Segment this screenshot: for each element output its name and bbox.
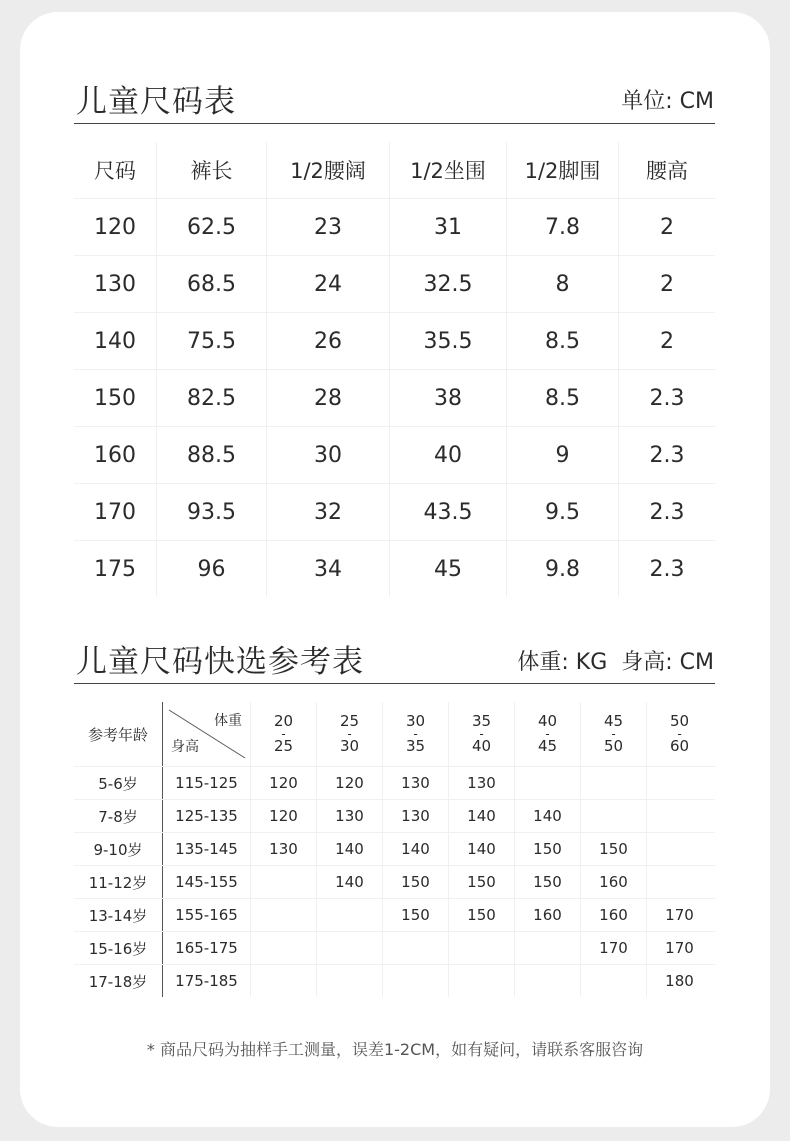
size-table-header-row bbox=[74, 142, 715, 199]
size-cell: 130 bbox=[448, 767, 514, 799]
size-cell: 140 bbox=[514, 800, 580, 832]
weight-from: 40 bbox=[537, 712, 558, 730]
size-cell: 120 bbox=[250, 767, 316, 799]
size-table-cell: 160 bbox=[94, 442, 136, 468]
size-table-row bbox=[74, 541, 715, 597]
weight-range-header bbox=[580, 702, 646, 766]
size-table-header-cell: 1/2脚围 bbox=[506, 142, 618, 198]
size-table-cell: 7.8 bbox=[506, 199, 618, 255]
size-table-cell: 88.5 bbox=[156, 427, 266, 483]
weight-sep: - bbox=[281, 727, 286, 741]
age-cell: 15-16岁 bbox=[88, 939, 148, 958]
quick-table-row bbox=[74, 932, 715, 965]
size-table-cell: 9.5 bbox=[506, 484, 618, 540]
age-cell: 5-6岁 bbox=[98, 774, 138, 793]
size-cell bbox=[250, 866, 316, 898]
size-cell bbox=[646, 800, 712, 832]
size-cell bbox=[580, 800, 646, 832]
weight-to: 30 bbox=[339, 737, 360, 755]
size-cell: 130 bbox=[316, 800, 382, 832]
size-table-row bbox=[74, 256, 715, 313]
weight-to: 50 bbox=[603, 737, 624, 755]
size-cell bbox=[382, 965, 448, 997]
weight-to: 25 bbox=[273, 737, 294, 755]
size-table-cell: 45 bbox=[389, 541, 506, 597]
weight-from: 30 bbox=[405, 712, 426, 730]
size-table-row bbox=[74, 199, 715, 256]
weight-from: 20 bbox=[273, 712, 294, 730]
size-cell: 120 bbox=[316, 767, 382, 799]
weight-range-header bbox=[382, 702, 448, 766]
weight-range-header bbox=[250, 702, 316, 766]
height-cell: 125-135 bbox=[162, 800, 250, 832]
size-table-unit: 单位: CM bbox=[621, 89, 714, 114]
size-table-cell: 96 bbox=[156, 541, 266, 597]
size-cell bbox=[250, 965, 316, 997]
size-cell: 150 bbox=[580, 833, 646, 865]
size-table-cell: 130 bbox=[94, 271, 136, 297]
size-table-cell: 23 bbox=[266, 199, 389, 255]
size-cell: 170 bbox=[580, 932, 646, 964]
weight-sep: - bbox=[611, 727, 616, 741]
size-table-row bbox=[74, 484, 715, 541]
size-table-cell: 2.3 bbox=[618, 484, 715, 540]
weight-from: 25 bbox=[339, 712, 360, 730]
size-cell: 150 bbox=[382, 899, 448, 931]
size-cell: 180 bbox=[646, 965, 712, 997]
height-cell: 135-145 bbox=[162, 833, 250, 865]
size-table-cell: 175 bbox=[94, 556, 136, 582]
size-table-cell: 9 bbox=[506, 427, 618, 483]
size-table-header-cell: 腰高 bbox=[618, 142, 715, 198]
weight-from: 45 bbox=[603, 712, 624, 730]
size-cell bbox=[514, 965, 580, 997]
size-table bbox=[74, 142, 715, 597]
size-cell: 170 bbox=[646, 932, 712, 964]
size-table-cell: 75.5 bbox=[156, 313, 266, 369]
size-table-header-cell: 1/2腰阔 bbox=[266, 142, 389, 198]
age-cell: 13-14岁 bbox=[88, 906, 148, 925]
weight-height-diagonal-header bbox=[162, 702, 250, 766]
quick-table-row bbox=[74, 866, 715, 899]
size-table-cell: 8 bbox=[506, 256, 618, 312]
age-cell: 7-8岁 bbox=[98, 807, 138, 826]
weight-from: 35 bbox=[471, 712, 492, 730]
height-cell: 175-185 bbox=[162, 965, 250, 997]
footnote: * 商品尺码为抽样手工测量，误差1-2CM，如有疑问，请联系客服咨询 bbox=[146, 1040, 644, 1059]
size-cell: 150 bbox=[514, 866, 580, 898]
quick-table-row bbox=[74, 800, 715, 833]
size-cell bbox=[514, 932, 580, 964]
weight-range-header bbox=[316, 702, 382, 766]
size-table-cell: 68.5 bbox=[156, 256, 266, 312]
size-cell: 150 bbox=[514, 833, 580, 865]
weight-range-header bbox=[448, 702, 514, 766]
size-table-cell: 2 bbox=[618, 256, 715, 312]
quick-table-row bbox=[74, 899, 715, 932]
size-table-cell: 8.5 bbox=[506, 313, 618, 369]
size-table-row bbox=[74, 370, 715, 427]
size-cell bbox=[646, 833, 712, 865]
size-table-title: 儿童尺码表 bbox=[76, 84, 236, 120]
age-cell: 9-10岁 bbox=[93, 840, 143, 859]
quick-select-table bbox=[74, 702, 715, 997]
size-table-header-cell: 1/2坐围 bbox=[389, 142, 506, 198]
size-table-cell: 40 bbox=[389, 427, 506, 483]
size-cell: 150 bbox=[448, 866, 514, 898]
weight-to: 40 bbox=[471, 737, 492, 755]
size-cell: 130 bbox=[250, 833, 316, 865]
age-header: 参考年龄 bbox=[87, 725, 148, 744]
size-cell bbox=[250, 932, 316, 964]
size-table-cell: 32.5 bbox=[389, 256, 506, 312]
weight-to: 45 bbox=[537, 737, 558, 755]
weight-from: 50 bbox=[669, 712, 690, 730]
size-table-cell: 93.5 bbox=[156, 484, 266, 540]
size-table-cell: 140 bbox=[94, 328, 136, 354]
size-table-cell: 30 bbox=[266, 427, 389, 483]
height-cell: 115-125 bbox=[162, 767, 250, 799]
size-table-cell: 2.3 bbox=[618, 370, 715, 426]
size-cell: 130 bbox=[382, 767, 448, 799]
quick-table-row bbox=[74, 965, 715, 997]
age-cell: 11-12岁 bbox=[88, 873, 148, 892]
size-cell bbox=[316, 932, 382, 964]
quick-table-title: 儿童尺码快选参考表 bbox=[76, 644, 364, 680]
size-table-cell: 2.3 bbox=[618, 541, 715, 597]
size-cell bbox=[580, 767, 646, 799]
size-cell bbox=[316, 899, 382, 931]
weight-sep: - bbox=[413, 727, 418, 741]
size-table-cell: 34 bbox=[266, 541, 389, 597]
size-cell: 160 bbox=[514, 899, 580, 931]
weight-range-header bbox=[514, 702, 580, 766]
size-table-divider bbox=[74, 123, 715, 124]
size-cell bbox=[250, 899, 316, 931]
size-table-cell: 35.5 bbox=[389, 313, 506, 369]
quick-table-row bbox=[74, 767, 715, 800]
size-table-cell: 120 bbox=[94, 214, 136, 240]
size-cell: 140 bbox=[448, 800, 514, 832]
height-cell: 155-165 bbox=[162, 899, 250, 931]
weight-sep: - bbox=[677, 727, 682, 741]
size-table-cell: 62.5 bbox=[156, 199, 266, 255]
size-table-cell: 28 bbox=[266, 370, 389, 426]
size-table-cell: 32 bbox=[266, 484, 389, 540]
size-cell: 130 bbox=[382, 800, 448, 832]
size-table-cell: 8.5 bbox=[506, 370, 618, 426]
quick-table-unit: 体重: KG 身高: CM bbox=[517, 650, 714, 675]
size-table-cell: 2 bbox=[618, 199, 715, 255]
quick-table-divider bbox=[74, 683, 715, 684]
size-table-header-cell: 裤长 bbox=[156, 142, 266, 198]
size-table-cell: 24 bbox=[266, 256, 389, 312]
weight-to: 35 bbox=[405, 737, 426, 755]
size-cell bbox=[448, 932, 514, 964]
size-cell bbox=[514, 767, 580, 799]
size-table-cell: 170 bbox=[94, 499, 136, 525]
height-header: 身高 bbox=[171, 739, 199, 755]
weight-sep: - bbox=[545, 727, 550, 741]
size-cell bbox=[646, 767, 712, 799]
size-cell: 160 bbox=[580, 866, 646, 898]
size-cell: 150 bbox=[448, 899, 514, 931]
height-cell: 145-155 bbox=[162, 866, 250, 898]
size-table-cell: 2 bbox=[618, 313, 715, 369]
size-table-row bbox=[74, 427, 715, 484]
size-cell: 140 bbox=[316, 866, 382, 898]
size-cell: 160 bbox=[580, 899, 646, 931]
size-table-cell: 43.5 bbox=[389, 484, 506, 540]
size-table-cell: 2.3 bbox=[618, 427, 715, 483]
size-cell: 150 bbox=[382, 866, 448, 898]
size-table-cell: 9.8 bbox=[506, 541, 618, 597]
size-cell bbox=[580, 965, 646, 997]
weight-sep: - bbox=[347, 727, 352, 741]
size-cell: 140 bbox=[316, 833, 382, 865]
height-cell: 165-175 bbox=[162, 932, 250, 964]
size-table-row bbox=[74, 313, 715, 370]
size-cell bbox=[382, 932, 448, 964]
size-cell: 140 bbox=[448, 833, 514, 865]
size-table-cell: 38 bbox=[389, 370, 506, 426]
size-cell: 170 bbox=[646, 899, 712, 931]
size-cell bbox=[316, 965, 382, 997]
size-cell: 140 bbox=[382, 833, 448, 865]
size-table-header-cell: 尺码 bbox=[94, 159, 136, 183]
weight-range-header bbox=[646, 702, 712, 766]
quick-table-header-row bbox=[74, 702, 715, 767]
size-table-cell: 31 bbox=[389, 199, 506, 255]
age-cell: 17-18岁 bbox=[88, 972, 148, 991]
weight-sep: - bbox=[479, 727, 484, 741]
size-cell bbox=[646, 866, 712, 898]
size-table-cell: 150 bbox=[94, 385, 136, 411]
size-cell bbox=[448, 965, 514, 997]
weight-header: 体重 bbox=[214, 713, 242, 729]
size-table-cell: 82.5 bbox=[156, 370, 266, 426]
weight-to: 60 bbox=[669, 737, 690, 755]
size-cell: 120 bbox=[250, 800, 316, 832]
quick-table-row bbox=[74, 833, 715, 866]
size-table-cell: 26 bbox=[266, 313, 389, 369]
